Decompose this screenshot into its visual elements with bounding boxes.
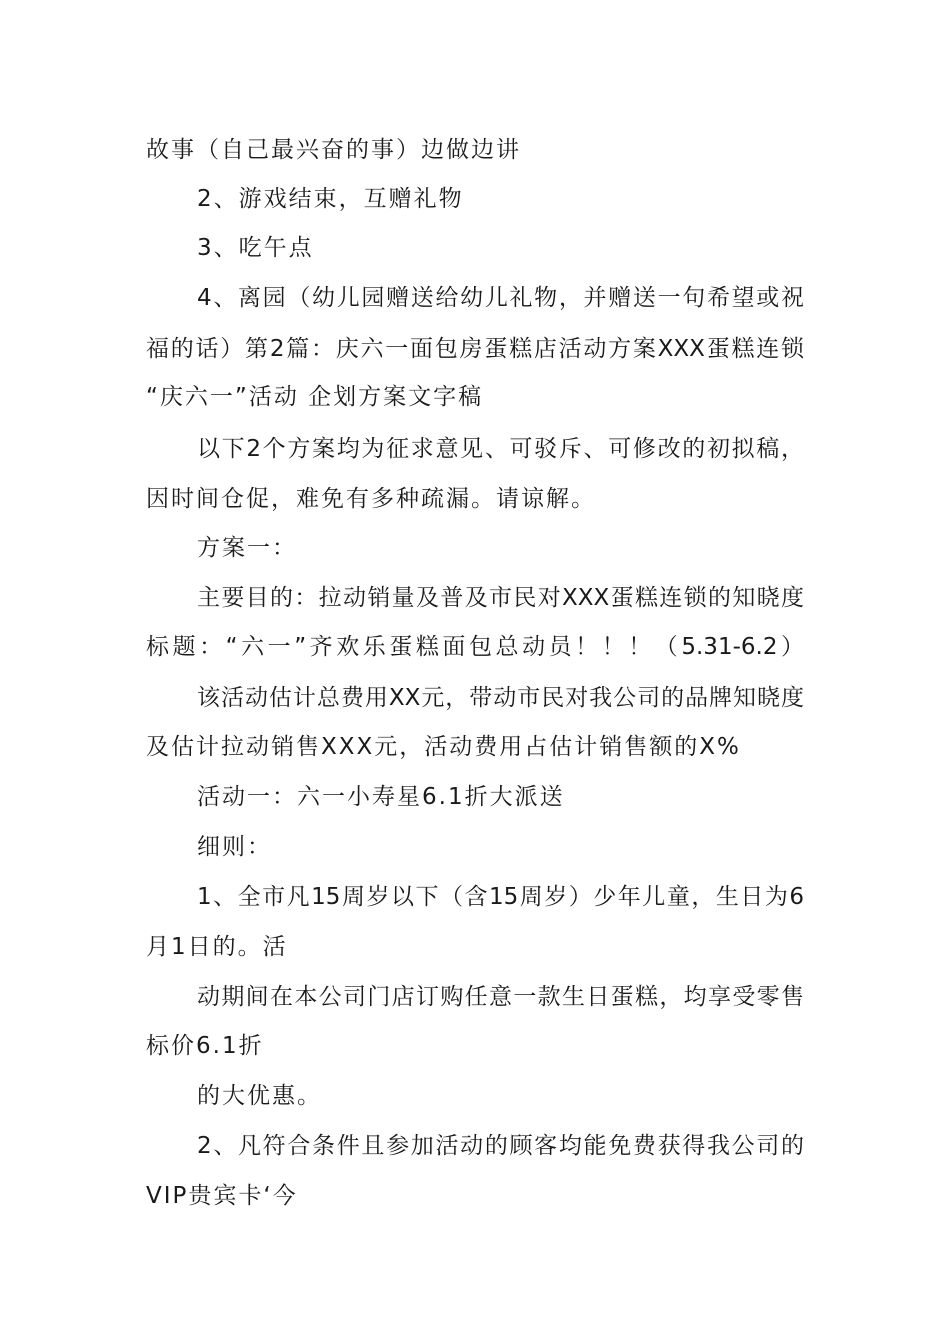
text-line: 以下2个方案均为征求意见、可驳斥、可修改的初拟稿，: [197, 436, 804, 462]
text-line: 标价6.1折: [146, 1033, 264, 1059]
text-line: 动期间在本公司门店订购任意一款生日蛋糕，均享受零售: [197, 984, 804, 1010]
text-line: 2、游戏结束，互赠礼物: [197, 186, 464, 212]
text-line: 2、凡符合条件且参加活动的顾客均能免费获得我公司的: [197, 1133, 804, 1159]
text-line: 故事（自己最兴奋的事）边做边讲: [146, 137, 521, 163]
text-line: 因时间仓促，难免有多种疏漏。请谅解。: [146, 486, 596, 512]
text-line: 3、吃午点: [197, 235, 314, 261]
text-line: 4、离园（幼儿园赠送给幼儿礼物，并赠送一句希望或祝: [197, 285, 804, 311]
text-line: 标题：“六一”齐欢乐蛋糕面包总动员！！！（5.31-6.2）: [146, 634, 804, 660]
text-line: 主要目的：拉动销量及普及市民对XXX蛋糕连锁的知晓度: [197, 585, 804, 611]
text-line: 1、全市凡15周岁以下（含15周岁）少年儿童，生日为6: [197, 884, 804, 910]
text-line: 及估计拉动销售XXX元，活动费用占估计销售额的X%: [146, 734, 741, 760]
text-line: 福的话）第2篇：庆六一面包房蛋糕店活动方案XXX蛋糕连锁: [146, 336, 804, 362]
text-line: 方案一：: [197, 535, 297, 561]
text-line: 活动一：六一小寿星6.1折大派送: [197, 784, 565, 810]
text-line: “庆六一”活动 企划方案文字稿: [146, 384, 484, 410]
text-line: VIP贵宾卡‘今: [146, 1183, 298, 1209]
text-line: 细则：: [197, 834, 272, 860]
text-line: 月1日的。活: [146, 934, 288, 960]
text-line: 该活动估计总费用XX元，带动市民对我公司的品牌知晓度: [197, 685, 804, 711]
text-line: 的大优惠。: [197, 1083, 322, 1109]
